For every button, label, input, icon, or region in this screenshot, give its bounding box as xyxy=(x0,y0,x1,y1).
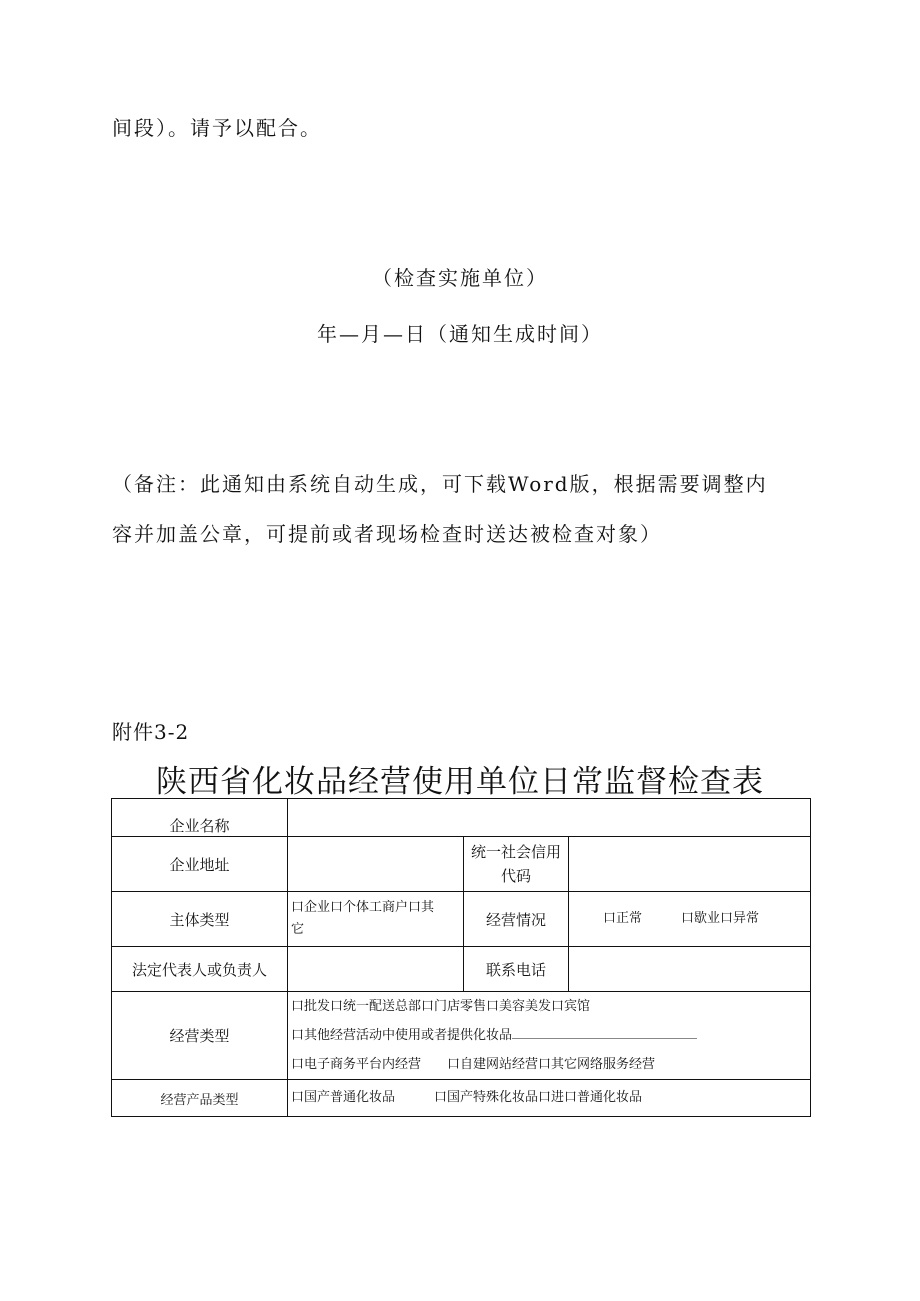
business-type-blank[interactable] xyxy=(512,1028,697,1039)
credit-code-label xyxy=(464,837,569,892)
entity-type-options-line1[interactable]: 口企业口个体工商户口其 xyxy=(291,900,435,915)
business-type-line-2[interactable] xyxy=(291,1021,807,1050)
issuing-unit: （检查实施单位） xyxy=(372,266,548,290)
credit-code-field[interactable] xyxy=(569,837,811,892)
company-name-field[interactable] xyxy=(288,799,811,837)
attachment-label: 附件3-2 xyxy=(112,720,190,744)
company-address-label: 企业地址 xyxy=(112,837,288,892)
inspection-form-table xyxy=(111,798,811,1117)
business-type-options[interactable] xyxy=(288,992,811,1080)
legal-rep-label: 法定代表人或负责人 xyxy=(112,947,288,992)
credit-code-label-line1: 统一社会信用 xyxy=(470,843,561,861)
notice-date: 年—月—日（通知生成时间） xyxy=(317,322,603,346)
credit-code-label-line2: 代码 xyxy=(500,867,531,885)
phone-field[interactable] xyxy=(569,947,811,992)
entity-type-options-line2: 它 xyxy=(291,922,305,937)
form-title: 陕西省化妆品经营使用单位日常监督检查表 xyxy=(156,764,764,800)
remark-line-1: （备注：此通知由系统自动生成，可下载Word版，根据需要调整内 xyxy=(112,472,768,496)
remark-line-2: 容并加盖公章，可提前或者现场检查时送达被检查对象） xyxy=(112,522,662,546)
company-address-field[interactable] xyxy=(288,837,464,892)
intro-line: 间段）。请予以配合。 xyxy=(112,116,322,140)
company-name-label: 企业名称 xyxy=(112,799,288,837)
entity-type-options[interactable] xyxy=(288,892,464,947)
business-type-line-1[interactable]: 口批发口统一配送总部口门店零售口美容美发口宾馆 xyxy=(291,999,591,1014)
business-type-line-3[interactable]: 口电子商务平台内经营 口自建网站经营口其它网络服务经营 xyxy=(291,1057,656,1072)
operation-status-options[interactable]: 口正常 口歇业口异常 xyxy=(569,892,811,947)
phone-label: 联系电话 xyxy=(464,947,569,992)
legal-rep-field[interactable] xyxy=(288,947,464,992)
business-type-line-2-text: 口其他经营活动中使用或者提供化妆品 xyxy=(291,1028,513,1043)
product-type-options[interactable]: 口国产普通化妆品 口国产特殊化妆品口进口普通化妆品 xyxy=(288,1080,811,1117)
operation-status-label: 经营情况 xyxy=(464,892,569,947)
business-type-label: 经营类型 xyxy=(112,992,288,1080)
product-type-label: 经营产品类型 xyxy=(112,1080,288,1117)
entity-type-label: 主体类型 xyxy=(112,892,288,947)
